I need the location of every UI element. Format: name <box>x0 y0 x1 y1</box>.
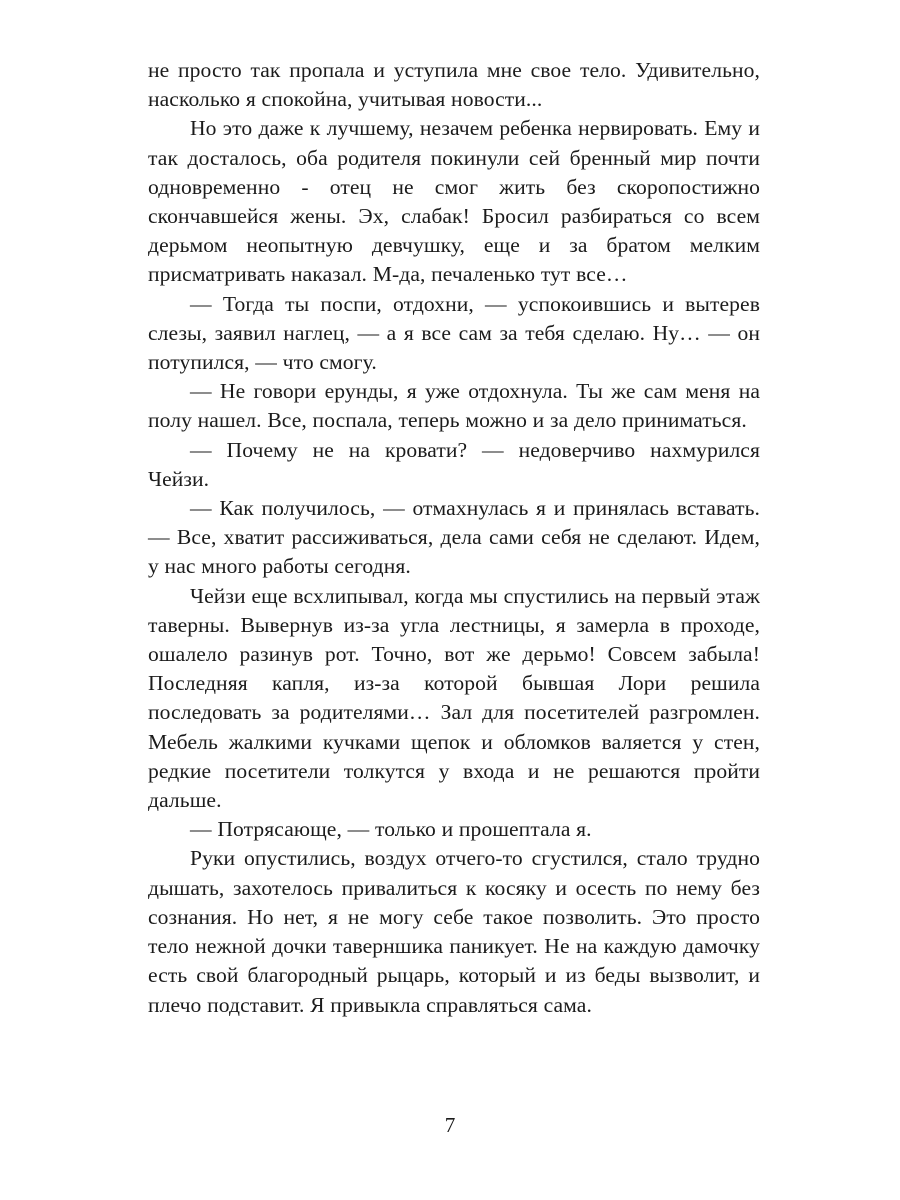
paragraph-dialogue: — Потрясающе, — только и прошептала я. <box>190 817 592 842</box>
paragraph: Руки опустились, воздух отчего-то сгустился, стало трудно дышать, захотелось привалиться к косяку и осесть по нему без сознания. Но нет, я не могу себе такое позволить. Это просто тело нежной дочки таверншика паникует. Не на каждую дамочку есть свой благородный рыцарь, который и из беды вызволит, и плечо подставит. Я привыкла справляться сама. <box>148 846 760 1017</box>
paragraph: не просто так пропала и уступила мне свое тело. Удивительно, насколько я спокойна, учитывая новости... <box>148 58 760 112</box>
paragraph: Но это даже к лучшему, незачем ребенка нервировать. Ему и так досталось, оба родителя покинули сей бренный мир почти одновременно - отец не смог жить без скоропостижно скончавшейся жены. Эх, слабак! Бросил разбираться со всем дерьмом неопытную девчушку, еще и за братом мелким присматривать наказал. М-да, печаленько тут все… <box>148 116 760 287</box>
paragraph-dialogue: — Тогда ты поспи, отдохни, — успокоившись и вытерев слезы, заявил наглец, — а я все сам за тебя сделаю. Ну… — он потупился, — что смогу. <box>148 291 760 375</box>
paragraph-dialogue: — Почему не на кровати? — недоверчиво нахмурился Чейзи. <box>148 437 760 491</box>
paragraph-dialogue: — Как получилось, — отмахнулась я и принялась вставать. — Все, хватит рассиживаться, дела сами себя не сделают. Идем, у нас много работы сегодня. <box>148 496 760 579</box>
page-text-body <box>148 56 760 1020</box>
paragraph-dialogue: — Не говори ерунды, я уже отдохнула. Ты же сам меня на полу нашел. Все, поспала, теперь можно и за дело приниматься. <box>148 379 760 433</box>
page-number: 7 <box>444 1113 456 1137</box>
paragraph: Чейзи еще всхлипывал, когда мы спустились на первый этаж таверны. Вывернув из-за угла лестницы, я замерла в проходе, ошалело разинув рот. Точно, вот же дерьмо! Совсем забыла! Последняя капля, из-за которой бывшая Лори решила последовать за родителями… Зал для посетителей разгромлен. Мебель жалкими кучками щепок и обломков валяется у стен, редкие посетители толкутся у входа и не решаются пройти дальше. <box>148 583 760 813</box>
